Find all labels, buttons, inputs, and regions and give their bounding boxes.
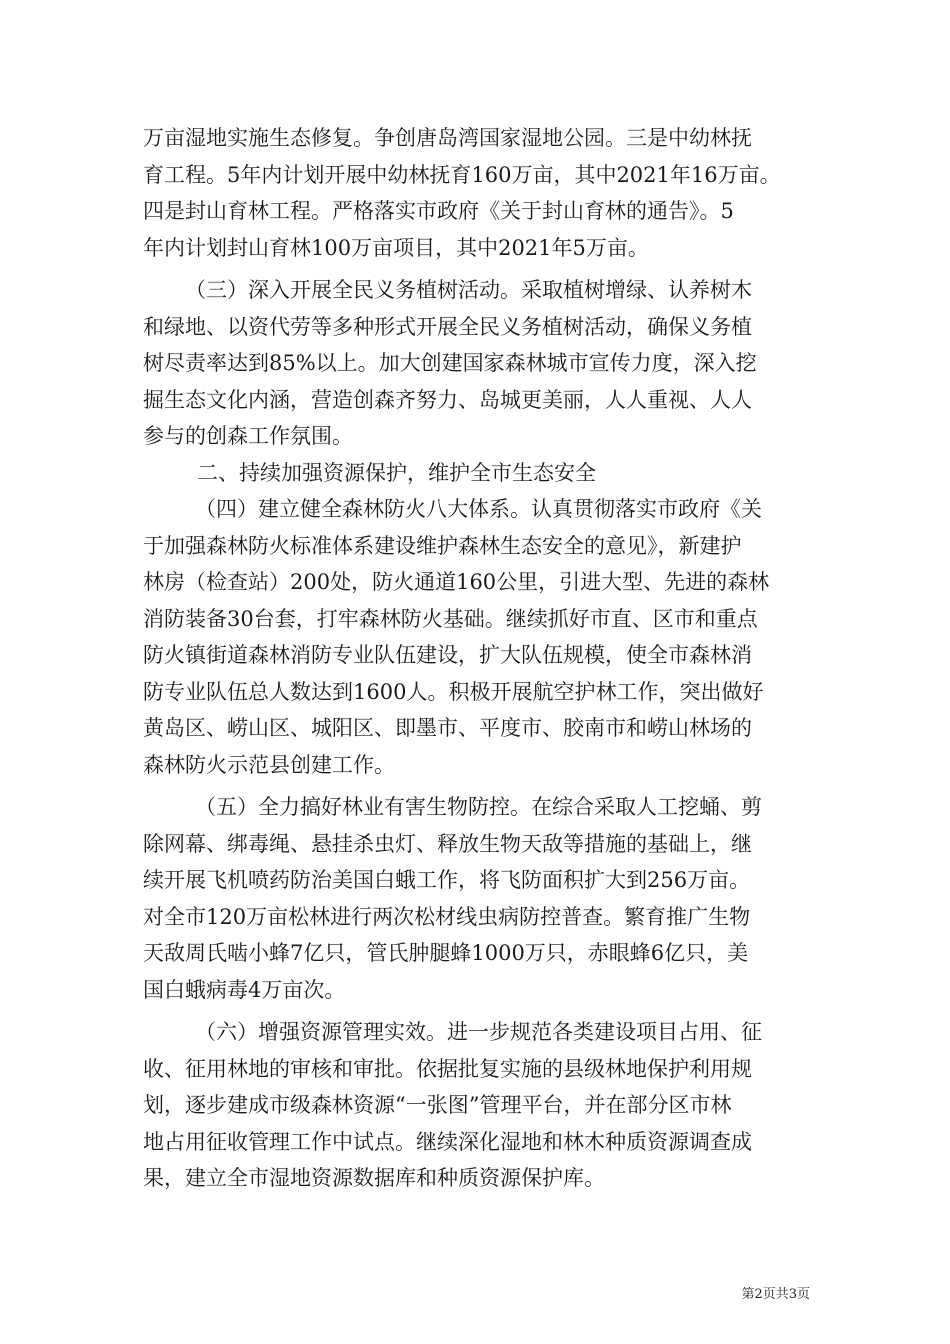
text-line: 参与的创森工作氛围。: [143, 424, 353, 448]
text-line: 地占用征收管理工作中试点。继续深化湿地和林木种质资源调查成: [143, 1129, 752, 1154]
text-line: 于加强森林防火标准体系建设维护森林生态安全的意见》，新建护: [143, 533, 742, 558]
text-line: 万亩湿地实施生态修复。争创唐岛湾国家湿地公园。三是中幼林抚: [143, 126, 752, 150]
document-body: [143, 120, 811, 1197]
text-line: 国白蛾病毒4万亩次。: [143, 977, 346, 1002]
text-line: 树尽责率达到85%以上。加大创建国家森林城市宣传力度，深入挖: [143, 351, 757, 375]
text-line: 防专业队伍总人数达到1600人。积极开展航空护林工作，突出做好: [143, 679, 764, 704]
text-line: 划，逐步建成市级森林资源“一张图”管理平台，并在部分区市林: [143, 1093, 732, 1117]
text-line: 续开展飞机喷药防治美国白蛾工作，将飞防面积扩大到256万亩。: [143, 868, 751, 892]
text-line: 天敌周氏啮小蜂7亿只，管氏肿腿蜂1000万只，赤眼蜂6亿只，美: [143, 941, 749, 965]
paragraph-section-6: [143, 1014, 811, 1197]
text-line: （五）全力搞好林业有害生物防控。在综合采取人工挖蛹、剪: [195, 795, 762, 819]
text-line: 消防装备30台套，打牢森林防火基础。继续抓好市直、区市和重点: [143, 606, 758, 631]
section-heading-2: [143, 455, 811, 492]
text-line: 黄岛区、崂山区、城阳区、即墨市、平度市、胶南市和崂山林场的: [143, 716, 752, 740]
text-line: 育工程。5年内计划开展中幼林抚育160万亩，其中2021年16万亩。: [143, 162, 781, 187]
text-line: 四是封山育林工程。严格落实市政府《关于封山育林的通告》。5: [143, 199, 734, 223]
heading-line: 二、持续加强资源保护，维护全市生态安全: [197, 460, 596, 485]
text-line: （六）增强资源管理实效。进一步规范各类建设项目占用、征: [195, 1020, 762, 1044]
text-line: （四）建立健全森林防火八大体系。认真贯彻落实市政府《关: [195, 497, 762, 521]
text-line: 年内计划封山育林100万亩项目，其中2021年5万亩。: [143, 235, 649, 260]
page-number: 第2页共3页: [741, 1287, 810, 1302]
paragraph-section-4: [143, 491, 811, 783]
text-line: 和绿地、以资代劳等多种形式开展全民义务植树活动，确保义务植: [143, 314, 752, 339]
paragraph-section-3: [143, 272, 811, 455]
text-line: 收、征用林地的审核和审批。依据批复实施的县级林地保护利用规: [143, 1056, 752, 1081]
text-line: 果，建立全市湿地资源数据库和种质资源保护库。: [143, 1166, 605, 1190]
text-line: （三）深入开展全民义务植树活动。采取植树增绿、认养树木: [185, 278, 752, 302]
paragraph-continued: [143, 120, 811, 266]
text-line: 除网幕、绑毒绳、悬挂杀虫灯、释放生物天敌等措施的基础上，继: [143, 831, 752, 856]
paragraph-section-5: [143, 789, 811, 1008]
text-line: 对全市120万亩松林进行两次松材线虫病防控普查。繁育推广生物: [143, 904, 751, 929]
text-line: 森林防火示范县创建工作。: [143, 752, 395, 777]
text-line: 掘生态文化内涵，营造创森齐努力、岛城更美丽，人人重视、人人: [143, 387, 752, 412]
text-line: 林房（检查站）200处，防火通道160公里，引进大型、先进的森林: [143, 570, 770, 594]
text-line: 防火镇街道森林消防专业队伍建设，扩大队伍规模，使全市森林消: [143, 643, 752, 667]
